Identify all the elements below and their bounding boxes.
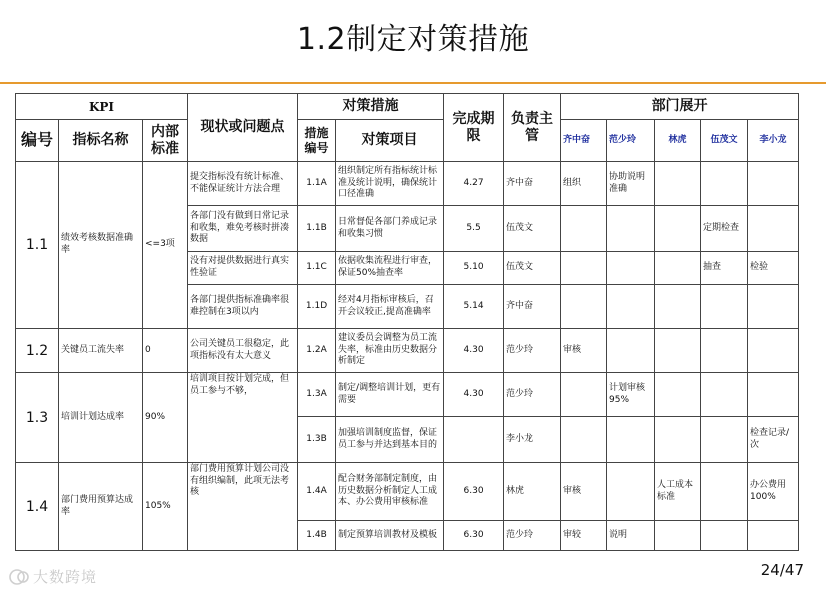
owner-cell: 范少玲 <box>504 521 561 551</box>
deadline-cell: 5.10 <box>444 252 504 285</box>
kpi-id: 1.2 <box>16 329 59 373</box>
table-row <box>16 463 799 521</box>
dept-cell <box>748 521 799 551</box>
header-deadline: 完成期限 <box>444 94 504 162</box>
dept-cell <box>607 417 655 463</box>
header-dept-name: 李小龙 <box>748 120 799 162</box>
dept-cell: 审较 <box>561 521 607 551</box>
dept-cell <box>655 285 701 329</box>
measure-id-cell: 1.1B <box>298 206 336 252</box>
issue-cell: 没有对提供数据进行真实性验证 <box>188 252 298 285</box>
kpi-name: 部门费用预算达成率 <box>59 463 143 551</box>
dept-cell <box>748 329 799 373</box>
dept-cell <box>655 329 701 373</box>
dept-cell <box>748 285 799 329</box>
issue-cell: 培训项目按计划完成，但员工参与不够， <box>188 373 298 463</box>
measure-id-cell: 1.4B <box>298 521 336 551</box>
page-number: 24/47 <box>760 561 804 579</box>
dept-cell: 人工成本标准 <box>655 463 701 521</box>
owner-cell: 范少玲 <box>504 373 561 417</box>
dept-cell <box>701 417 748 463</box>
owner-cell: 齐中奋 <box>504 285 561 329</box>
header-dept-name: 林虎 <box>655 120 701 162</box>
kpi-standard: 0 <box>143 329 188 373</box>
header-name: 指标名称 <box>59 120 143 162</box>
owner-cell: 伍茂文 <box>504 252 561 285</box>
header-owner: 负责主管 <box>504 94 561 162</box>
page-title: 1.2制定对策措施 <box>296 22 530 57</box>
dept-cell: 定期检查 <box>701 206 748 252</box>
kpi-id: 1.4 <box>16 463 59 551</box>
dept-cell <box>607 463 655 521</box>
dept-cell <box>655 373 701 417</box>
dept-cell: 检验 <box>748 252 799 285</box>
measure-id-cell: 1.3A <box>298 373 336 417</box>
dept-cell <box>561 417 607 463</box>
header-dept: 部门展开 <box>561 94 799 120</box>
measure-item-cell: 经对4月指标审核后，召开会议较正,提高准确率 <box>336 285 444 329</box>
dept-cell <box>748 206 799 252</box>
watermark-text: 大数跨境 <box>33 568 98 586</box>
dept-cell <box>748 162 799 206</box>
kpi-id: 1.3 <box>16 373 59 463</box>
dept-cell <box>561 252 607 285</box>
owner-cell: 李小龙 <box>504 417 561 463</box>
dept-cell <box>607 252 655 285</box>
issue-cell: 公司关键员工很稳定，此项指标没有太大意义 <box>188 329 298 373</box>
issue-cell: 各部门没有做到日常记录和收集，难免考核时拼凑数据 <box>188 206 298 252</box>
measure-item-cell: 制定预算培训教材及模板 <box>336 521 444 551</box>
kpi-standard: <=3项 <box>143 162 188 329</box>
measure-item-cell: 依据收集流程进行审查，保证50%抽查率 <box>336 252 444 285</box>
measure-id-cell: 1.1D <box>298 285 336 329</box>
kpi-standard: 105% <box>143 463 188 551</box>
measure-item-cell: 建议委员会调整为员工流失率，标准由历史数据分析制定 <box>336 329 444 373</box>
dept-cell <box>748 373 799 417</box>
measure-id-cell: 1.1A <box>298 162 336 206</box>
header-id: 编号 <box>16 120 59 162</box>
measure-id-cell: 1.3B <box>298 417 336 463</box>
owner-cell: 齐中奋 <box>504 162 561 206</box>
dept-cell: 办公费用100% <box>748 463 799 521</box>
dept-cell <box>701 329 748 373</box>
header-issue: 现状或问题点 <box>188 94 298 162</box>
dept-cell <box>607 285 655 329</box>
dept-cell: 检查记录/次 <box>748 417 799 463</box>
dept-cell <box>561 373 607 417</box>
dept-cell <box>561 285 607 329</box>
deadline-cell: 5.14 <box>444 285 504 329</box>
dept-cell <box>655 206 701 252</box>
dept-cell: 审核 <box>561 463 607 521</box>
deadline-cell: 5.5 <box>444 206 504 252</box>
header-measure-item: 对策项目 <box>336 120 444 162</box>
dept-cell <box>655 417 701 463</box>
issue-cell: 各部门提供指标准确率很难控制在3项以内 <box>188 285 298 329</box>
measure-id-cell: 1.2A <box>298 329 336 373</box>
deadline-cell: 4.27 <box>444 162 504 206</box>
measure-item-cell: 加强培训制度监督，保证员工参与并达到基本目的 <box>336 417 444 463</box>
dept-cell: 协助说明准确 <box>607 162 655 206</box>
deadline-cell: 4.30 <box>444 373 504 417</box>
owner-cell: 伍茂文 <box>504 206 561 252</box>
watermark-logo-icon <box>8 568 30 586</box>
dept-cell <box>655 162 701 206</box>
measure-item-cell: 制定/调整培训计划，更有需要 <box>336 373 444 417</box>
dept-cell <box>701 463 748 521</box>
header-measures: 对策措施 <box>298 94 444 120</box>
header-measure-id: 措施编号 <box>298 120 336 162</box>
dept-cell: 计划审核95% <box>607 373 655 417</box>
title-divider <box>0 82 826 84</box>
issue-cell: 部门费用预算计划公司没有组织编制，此项无法考核 <box>188 463 298 551</box>
dept-cell: 抽查 <box>701 252 748 285</box>
dept-cell <box>607 206 655 252</box>
header-dept-name: 范少玲 <box>607 120 655 162</box>
deadline-cell: 6.30 <box>444 463 504 521</box>
dept-cell <box>561 206 607 252</box>
table-row <box>16 162 799 206</box>
measure-item-cell: 配合财务部制定制度，由历史数据分析制定人工成本、办公费用审核标准 <box>336 463 444 521</box>
dept-cell <box>655 521 701 551</box>
issue-cell: 提交指标没有统计标准、不能保证统计方法合理 <box>188 162 298 206</box>
header-standard: 内部标准 <box>143 120 188 162</box>
dept-cell <box>655 252 701 285</box>
dept-cell <box>701 521 748 551</box>
deadline-cell <box>444 417 504 463</box>
dept-cell: 审核 <box>561 329 607 373</box>
dept-cell: 说明 <box>607 521 655 551</box>
kpi-name: 培训计划达成率 <box>59 373 143 463</box>
owner-cell: 林虎 <box>504 463 561 521</box>
kpi-id: 1.1 <box>16 162 59 329</box>
deadline-cell: 4.30 <box>444 329 504 373</box>
table-row <box>16 373 799 417</box>
dept-cell: 组织 <box>561 162 607 206</box>
deadline-cell: 6.30 <box>444 521 504 551</box>
measure-id-cell: 1.4A <box>298 463 336 521</box>
measure-item-cell: 组织制定所有指标统计标准及统计说明，确保统计口径准确 <box>336 162 444 206</box>
measure-item-cell: 日常督促各部门养成记录和收集习惯 <box>336 206 444 252</box>
watermark <box>8 566 97 587</box>
dept-cell <box>607 329 655 373</box>
header-dept-name: 伍茂文 <box>701 120 748 162</box>
kpi-name: 关键员工流失率 <box>59 329 143 373</box>
kpi-name: 绩效考核数据准确率 <box>59 162 143 329</box>
table-row <box>16 329 799 373</box>
owner-cell: 范少玲 <box>504 329 561 373</box>
dept-cell <box>701 285 748 329</box>
countermeasure-table <box>15 93 799 551</box>
header-dept-name: 齐中奋 <box>561 120 607 162</box>
measure-id-cell: 1.1C <box>298 252 336 285</box>
dept-cell <box>701 373 748 417</box>
kpi-standard: 90% <box>143 373 188 463</box>
dept-cell <box>701 162 748 206</box>
header-kpi: KPI <box>16 94 188 120</box>
